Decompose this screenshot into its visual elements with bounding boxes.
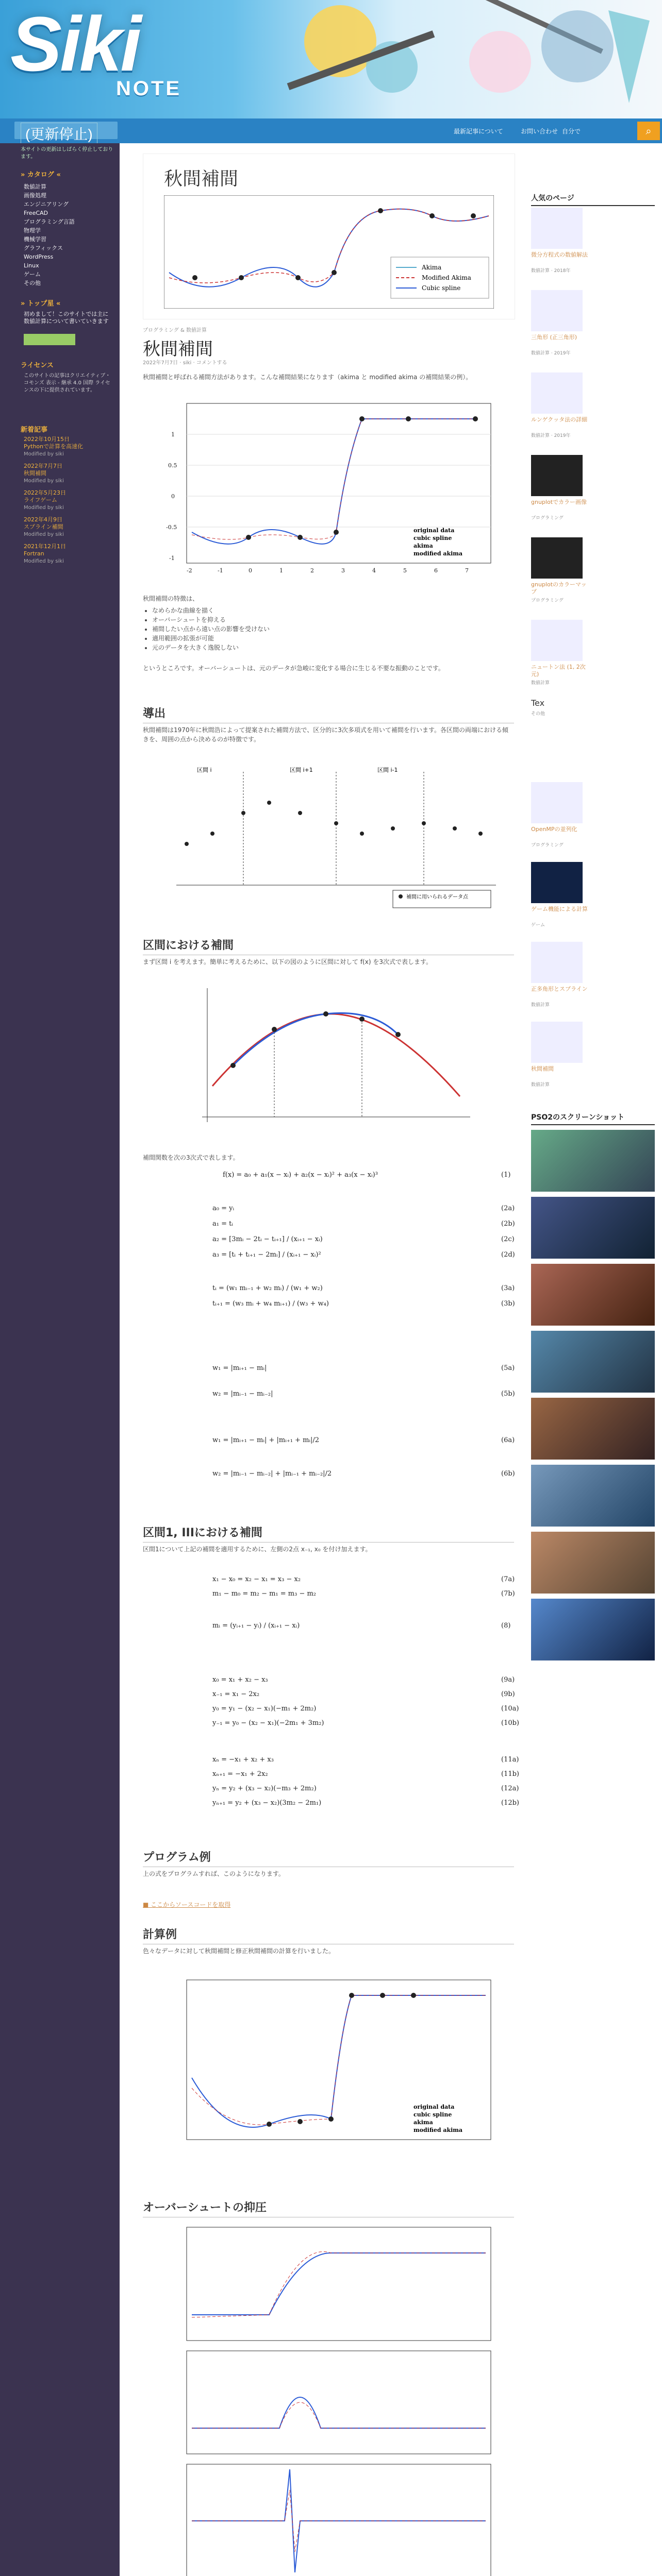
popular-sub: 数値計算 · 2019年: [531, 351, 571, 356]
popular-title[interactable]: 三角形 (正三角形): [531, 334, 577, 341]
svg-text:1: 1: [279, 567, 283, 574]
catalog-item[interactable]: その他: [24, 280, 41, 286]
legend-label: modified akima: [413, 2127, 463, 2133]
menu-item-contact[interactable]: お問い合わせ: [521, 128, 558, 135]
recent-date: 2022年7月7日: [24, 463, 62, 469]
recent-heading: 新着記事: [21, 426, 48, 434]
legend-label: original data: [413, 527, 455, 534]
svg-text:3: 3: [341, 567, 345, 574]
catalog-item[interactable]: 物理学: [24, 227, 41, 234]
featured-image: [143, 154, 515, 319]
features-heading: 秋間補間の特徴は、: [143, 595, 199, 602]
popular-title[interactable]: 秋間補間: [531, 1065, 554, 1072]
popular-sub: ゲーム: [531, 923, 545, 928]
section-heading: オーバーシュートの抑圧: [143, 2199, 514, 2217]
equation-number: (3b): [501, 1300, 515, 1308]
catalog-item[interactable]: FreeCAD: [24, 210, 48, 216]
popular-thumb[interactable]: [531, 455, 583, 496]
popular-title[interactable]: 正多角形とスプライン: [531, 986, 588, 992]
equation: w₁ = |mᵢ₊₁ − mᵢ| + |mᵢ₊₁ + mᵢ|/2: [212, 1436, 320, 1444]
legend-label: cubic spline: [413, 2111, 452, 2118]
equation-number: (8): [501, 1622, 511, 1630]
equation: xₙ₊₁ = −x₁ + 2x₂: [212, 1770, 268, 1778]
popular-sub: 数値計算 · 2018年: [531, 268, 571, 274]
article-main: [120, 143, 527, 2576]
equation-number: (5a): [501, 1364, 515, 1372]
equation-number: (12b): [501, 1799, 520, 1807]
nav-bar: [0, 118, 662, 143]
recent-date: 2022年5月23日: [24, 489, 66, 496]
featured-title: 秋間補間: [164, 168, 239, 190]
equation-number: (9a): [501, 1676, 515, 1684]
catalog-item[interactable]: エンジニアリング: [24, 201, 69, 208]
section-text: まず区間 i を考えます。簡単に考えるために、以下の図のように区間に対して f(x) を3次式で表します。: [143, 958, 432, 965]
popular-title[interactable]: gnuplotのカラーマップ: [531, 581, 587, 595]
edge-text: 区間1について上記の補間を適用するために、左側の2点 x₋₁, x₀ を付け加えます。: [143, 1546, 372, 1553]
banner-image[interactable]: [24, 334, 75, 345]
recent-title[interactable]: 秋間補間: [24, 470, 46, 477]
feature-item: • なめらかな曲線を描く: [152, 606, 523, 615]
feature-item: • オーバーシュートを抑える: [152, 615, 523, 624]
post-meta: 2022年7月7日 · siki · コメントする: [143, 360, 227, 366]
recent-by: Modified by siki: [24, 478, 64, 484]
screenshot-image[interactable]: [531, 1599, 655, 1660]
menu-item-latest[interactable]: 最新記事について: [454, 128, 503, 135]
intro-text: 秋間補間と呼ばれる補間方法があります。こんな補間結果になります（akima と modified akima の補間結果の例）。: [143, 374, 472, 381]
svg-text:6: 6: [434, 567, 438, 574]
popular-sub: プログラミング: [531, 516, 564, 521]
popular-thumb[interactable]: [531, 290, 583, 331]
equation: y₀ = y₁ − (x₂ − x₁)(−m₁ + 2m₂): [212, 1705, 317, 1713]
svg-text:Modified Akima: Modified Akima: [422, 274, 471, 281]
post-title: 秋間補間: [143, 339, 213, 360]
equation: xₙ = −x₁ + x₂ + x₃: [212, 1756, 274, 1764]
featured-plot: [164, 195, 494, 309]
screenshot-image[interactable]: [531, 1264, 655, 1326]
equation: y₋₁ = y₀ − (x₂ − x₁)(−2m₁ + 3m₂): [212, 1719, 324, 1727]
legend-label: original data: [413, 2104, 455, 2110]
svg-text:-1: -1: [218, 567, 223, 574]
svg-text:-0.5: -0.5: [166, 524, 177, 531]
section-heading: 計算例: [143, 1926, 514, 1944]
screenshot-image[interactable]: [531, 1197, 655, 1259]
svg-text:-1: -1: [169, 555, 175, 562]
section-heading: プログラム例: [143, 1849, 514, 1867]
equation: a₀ = yᵢ: [212, 1205, 235, 1212]
popular-sub: 数値計算 · 2019年: [531, 433, 571, 438]
popular-thumb[interactable]: [531, 942, 583, 983]
equation: tᵢ₊₁ = (w₃ mᵢ + w₄ mᵢ₊₁) / (w₃ + w₄): [212, 1300, 329, 1308]
site-mode-label: (更新停止): [21, 123, 97, 144]
equation: a₂ = [3mᵢ − 2tᵢ − tᵢ₊₁] / (xᵢ₊₁ − xᵢ): [212, 1235, 323, 1243]
equation: x₁ − x₀ = x₂ − x₁ = x₃ − x₂: [212, 1575, 301, 1583]
recent-date: 2021年12月1日: [24, 543, 66, 550]
calc-text: 色々なデータに対して秋間補間と修正秋間補間の計算を行いました。: [143, 1947, 335, 1955]
equation-number: (10b): [501, 1719, 520, 1727]
equation: yₙ = y₂ + (x₃ − x₂)(−m₃ + 2m₂): [212, 1785, 317, 1792]
equation-number: (9b): [501, 1690, 515, 1698]
sidebar-notice: 本サイトの更新はしばらく停止しております。: [21, 147, 113, 160]
license-heading: ライセンス: [21, 362, 54, 369]
catalog-item[interactable]: WordPress: [24, 253, 54, 260]
popular-title[interactable]: Tex: [531, 698, 545, 708]
equation: m₁ − m₀ = m₂ − m₁ = m₃ − m₂: [212, 1590, 317, 1598]
catalog-item[interactable]: プログラミング言語: [24, 218, 75, 225]
recent-by: Modified by siki: [24, 532, 64, 537]
site-logo[interactable]: Siki: [10, 1, 140, 87]
popular-heading: 人気のページ: [531, 193, 655, 206]
recent-title[interactable]: Fortran: [24, 550, 44, 557]
overshoot-plot: [166, 2222, 501, 2576]
popular-sub: 数値計算: [531, 1082, 550, 1088]
feature-item: • 適用範囲の拡張が可能: [152, 634, 523, 643]
svg-text:Akima: Akima: [422, 264, 442, 271]
right-sidebar: [527, 143, 662, 2576]
catalog-item[interactable]: Linux: [24, 262, 39, 269]
svg-text:2: 2: [310, 567, 314, 574]
equation: mᵢ = (yᵢ₊₁ − yᵢ) / (xᵢ₊₁ − xᵢ): [212, 1622, 300, 1630]
program-text: 上の式をプログラムすれば、このようになります。: [143, 1870, 285, 1877]
screenshot-image[interactable]: [531, 1331, 655, 1393]
popular-thumb[interactable]: [531, 782, 583, 823]
equation: yₙ₊₁ = y₂ + (x₃ − x₂)(3m₂ − 2m₁): [212, 1799, 322, 1807]
catalog-item[interactable]: 機械学習: [24, 236, 46, 243]
catalog-heading: » カタログ «: [21, 171, 61, 179]
equation-number: (12a): [501, 1785, 519, 1792]
curve-diagram: [192, 983, 481, 1132]
svg-text:5: 5: [403, 567, 407, 574]
recent-by: Modified by siki: [24, 505, 64, 511]
catalog-item[interactable]: グラフィックス: [24, 245, 63, 251]
popular-title[interactable]: ゲーム機能による計算: [531, 906, 588, 912]
popular-title[interactable]: OpenMPの並列化: [531, 826, 577, 833]
legend-label: akima: [413, 543, 433, 549]
screenshot-image[interactable]: [531, 1465, 655, 1527]
svg-text:1: 1: [171, 431, 175, 438]
equation-number: (2b): [501, 1220, 515, 1228]
diagram-legend: 補間に用いられるデータ点: [406, 894, 468, 900]
popular-title[interactable]: ニュートン法 (1, 2次元): [531, 664, 586, 677]
popular-title[interactable]: gnuplotでカラー画像: [531, 499, 587, 505]
equation-number: (3a): [501, 1284, 515, 1292]
equation-number: (5b): [501, 1390, 515, 1398]
equation-number: (6b): [501, 1470, 515, 1478]
diagram-label: 区間 i-1: [377, 767, 398, 773]
recent-date: 2022年4月9日: [24, 516, 62, 523]
equation: a₁ = tᵢ: [212, 1220, 233, 1228]
diagram-label: 区間 i+1: [290, 767, 313, 773]
popular-thumb[interactable]: [531, 620, 583, 661]
recent-by: Modified by siki: [24, 558, 64, 564]
svg-text:4: 4: [372, 567, 376, 574]
popular-sub: プログラミング: [531, 598, 564, 603]
section-heading: 区間における補間: [143, 937, 514, 955]
popular-sub: 数値計算: [531, 1003, 550, 1008]
equation-number: (7a): [501, 1575, 515, 1583]
legend-label: akima: [413, 2119, 433, 2126]
interval-diagram: [166, 761, 501, 911]
search-icon: ⌕: [646, 125, 652, 137]
screenshot-image[interactable]: [531, 1398, 655, 1460]
section-heading: 区間1, IIIにおける補間: [143, 1524, 514, 1543]
svg-text:0.5: 0.5: [168, 462, 177, 469]
example-plot: [166, 398, 501, 584]
equation-number: (11a): [501, 1756, 519, 1764]
popular-thumb[interactable]: [531, 208, 583, 249]
equation-number: (11b): [501, 1770, 520, 1778]
equation: a₃ = [tᵢ + tᵢ₊₁ − 2mᵢ] / (xᵢ₊₁ − xᵢ)²: [212, 1251, 321, 1259]
legend-label: modified akima: [413, 550, 463, 557]
menu-item-self[interactable]: 自分で: [562, 128, 581, 135]
popular-thumb[interactable]: [531, 1022, 583, 1063]
feature-item: • 補間したい点から遠い点の影響を受けない: [152, 624, 523, 634]
calc-plot: [166, 1975, 501, 2160]
popular-title[interactable]: ルンゲクッタ法の詳細: [531, 416, 588, 423]
equation: f(x) = a₀ + a₁(x − xᵢ) + a₂(x − xᵢ)² + a₃(x − xᵢ)³: [223, 1171, 378, 1179]
eq-intro: 補間関数を次の3次式で表します。: [143, 1154, 239, 1161]
header-artwork: [268, 0, 660, 118]
equation: w₂ = |mᵢ₋₁ − mᵢ₋₂|: [212, 1390, 273, 1398]
popular-title[interactable]: 微分方程式の数値解法: [531, 251, 588, 258]
equation-number: (7b): [501, 1590, 515, 1598]
summary-text: というところです。オーバーシュートは、元のデータが急峻に変化する場合に生じる不要な振動のことです。: [143, 665, 444, 672]
legend-label: cubic spline: [413, 535, 452, 541]
top-heading: » トップ星 «: [21, 300, 61, 308]
equation: w₂ = |mᵢ₋₁ − mᵢ₋₂| + |mᵢ₋₁ + mᵢ₋₂|/2: [212, 1470, 332, 1478]
equation: w₁ = |mᵢ₊₁ − mᵢ|: [212, 1364, 267, 1372]
equation: x₀ = x₁ + x₂ − x₃: [212, 1676, 268, 1684]
popular-thumb[interactable]: [531, 862, 583, 903]
recent-title[interactable]: Pythonで計算を高速化: [24, 443, 84, 450]
catalog-item[interactable]: 数値計算: [24, 183, 46, 190]
svg-text:0: 0: [171, 493, 175, 500]
svg-text:Cubic spline: Cubic spline: [422, 284, 461, 292]
equation: tᵢ = (w₁ mᵢ₋₁ + w₂ mᵢ) / (w₁ + w₂): [212, 1284, 323, 1292]
catalog-item[interactable]: 画像処理: [24, 192, 46, 199]
popular-thumb[interactable]: [531, 372, 583, 414]
recent-title[interactable]: ライフゲーム: [24, 497, 58, 503]
diagram-label: 区間 i: [197, 767, 212, 773]
top-text: 初めまして！このサイトでは主に数値計算について書いていきます: [24, 311, 109, 325]
svg-text:0: 0: [249, 567, 252, 574]
popular-sub: プログラミング: [531, 843, 564, 848]
section-heading: 導出: [143, 705, 514, 723]
svg-text:-2: -2: [187, 567, 192, 574]
equation: x₋₁ = x₁ − 2x₂: [212, 1690, 260, 1698]
equation-number: (6a): [501, 1436, 515, 1444]
screenshot-image[interactable]: [531, 1532, 655, 1594]
popular-sub: その他: [531, 711, 545, 717]
popular-thumb[interactable]: [531, 537, 583, 579]
popular-sub: 数値計算: [531, 681, 550, 686]
source-link[interactable]: ■ ここからソースコードを取得: [143, 1901, 231, 1908]
screenshot-image[interactable]: [531, 1130, 655, 1192]
svg-text:7: 7: [465, 567, 469, 574]
features-list: [143, 606, 523, 652]
post-category[interactable]: プログラミング & 数値計算: [143, 328, 207, 333]
recent-title[interactable]: スプライン補間: [24, 523, 63, 530]
recent-by: Modified by siki: [24, 451, 64, 457]
screenshots-heading: PSO2のスクリーンショット: [531, 1112, 655, 1125]
equation-number: (2d): [501, 1251, 515, 1259]
site-header: [0, 0, 662, 118]
equation-number: (10a): [501, 1705, 519, 1713]
equation-number: (2a): [501, 1205, 515, 1212]
feature-item: • 元のデータを大きく逸脱しない: [152, 643, 523, 652]
license-text: このサイトの記事はクリエイティブ・コモンズ 表示 - 継承 4.0 国際 ライセンスの下に提供されています。: [24, 373, 111, 393]
catalog-item[interactable]: ゲーム: [24, 271, 41, 278]
derivation-text: 秋間補間は1970年に秋間浩によって提案された補間方法で、区分的に3次多項式を用いて補間を行います。各区間の両端における傾きを、周囲の点から決めるのが特徴です。: [143, 726, 508, 743]
equation-number: (2c): [501, 1235, 515, 1243]
recent-date: 2022年10月15日: [24, 436, 70, 443]
site-logo-subtitle: NOTE: [116, 77, 182, 100]
equation-number: (1): [501, 1171, 511, 1179]
search-button[interactable]: [637, 122, 660, 140]
left-sidebar: [0, 143, 120, 2576]
